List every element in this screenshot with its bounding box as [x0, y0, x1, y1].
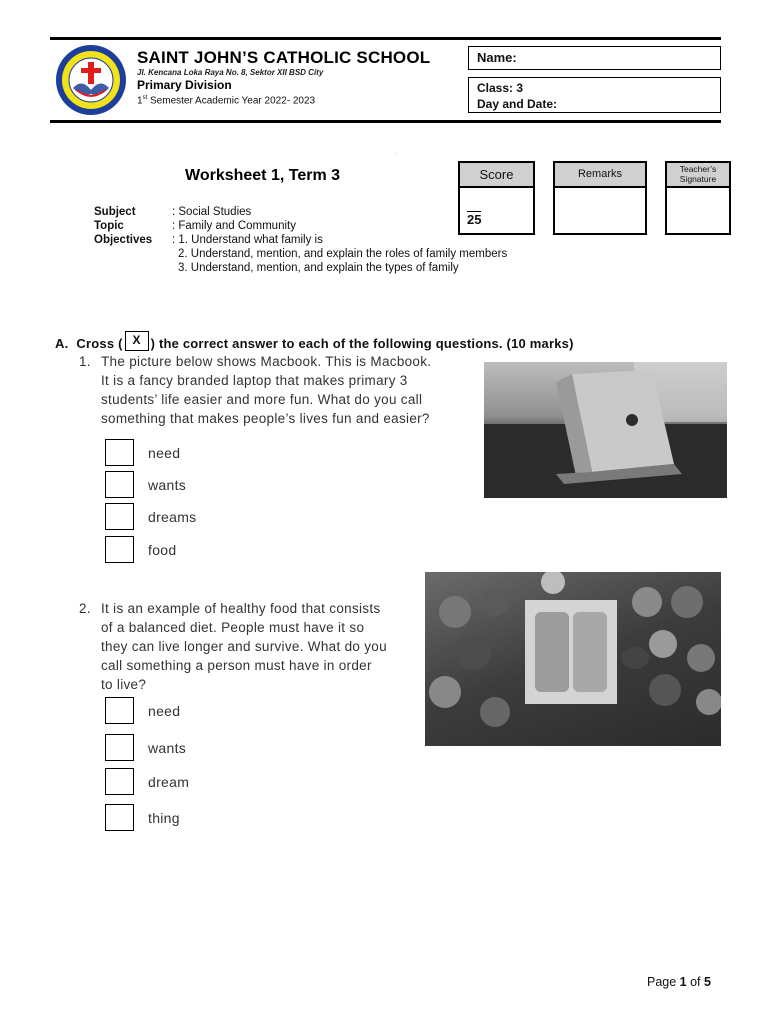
q1-option-dreams[interactable]: [105, 503, 196, 530]
header-top-rule: [50, 37, 721, 40]
worksheet-meta: [94, 205, 507, 275]
question-line: they can live longer and survive. What do you: [101, 639, 387, 654]
school-address: Jl. Kencana Loka Raya No. 8, Sektor XII BSD City: [137, 68, 324, 77]
option-label: dream: [148, 773, 190, 790]
section-a-heading: [55, 333, 574, 353]
header-bottom-rule: [50, 120, 721, 123]
answer-checkbox[interactable]: [105, 734, 134, 761]
question-line: It is an example of healthy food that consists: [101, 601, 381, 616]
question-line: call something a person must have in order: [101, 658, 372, 673]
question-line: students’ life easier and more fun. What do you call: [101, 392, 423, 407]
subject-row: [94, 205, 507, 219]
remarks-header: Remarks: [555, 163, 645, 188]
cross-mark-example: X: [125, 331, 149, 351]
question-number: 1.: [79, 354, 91, 369]
objective-item: 3. Understand, mention, and explain the types of family: [178, 262, 459, 274]
option-label: need: [148, 444, 181, 461]
question-line: The picture below shows Macbook. This is Macbook.: [101, 354, 432, 369]
laptop-photo: [484, 362, 727, 498]
question-line: It is a fancy branded laptop that makes primary 3: [101, 373, 408, 388]
topic-row: [94, 219, 507, 233]
option-label: need: [148, 702, 181, 719]
question-line: something that makes people’s lives fun and easier?: [101, 411, 430, 426]
answer-checkbox[interactable]: [105, 503, 134, 530]
subject-value: : Social Studies: [172, 206, 252, 218]
school-logo: [55, 44, 127, 116]
objectives-key: Objectives: [94, 234, 153, 246]
option-label: dreams: [148, 508, 197, 525]
name-field[interactable]: [468, 46, 721, 70]
teacher-signature-header: Teacher’s Signature: [667, 163, 729, 188]
question-2-text: [79, 599, 419, 694]
answer-checkbox[interactable]: [105, 536, 134, 563]
answer-checkbox[interactable]: [105, 804, 134, 831]
q2-option-thing[interactable]: [105, 804, 180, 831]
teacher-signature-box[interactable]: [665, 161, 731, 235]
section-letter: A.: [55, 335, 69, 351]
class-day-field[interactable]: [468, 77, 721, 113]
section-instruction-prefix: Cross (: [76, 335, 123, 351]
page-number: [647, 975, 711, 989]
name-label: Name:: [477, 50, 517, 65]
day-date-label: Day and Date:: [477, 97, 558, 111]
score-header: Score: [460, 163, 533, 188]
division-label: Primary Division: [137, 78, 232, 92]
option-label: thing: [148, 809, 180, 826]
question-line: to live?: [101, 677, 147, 692]
page-of: of: [686, 975, 704, 989]
q1-option-wants[interactable]: [105, 471, 186, 498]
page-prefix: Page: [647, 975, 680, 989]
q2-option-need[interactable]: [105, 697, 180, 724]
remarks-box[interactable]: [553, 161, 647, 235]
option-label: food: [148, 541, 177, 558]
objective-item: : 1. Understand what family is: [172, 234, 323, 246]
question-number: 2.: [79, 601, 91, 616]
objectives-row: [94, 233, 507, 247]
answer-checkbox[interactable]: [105, 439, 134, 466]
section-instruction-suffix: ) the correct answer to each of the following questions. (10 marks): [150, 335, 574, 351]
answer-checkbox[interactable]: [105, 471, 134, 498]
question-1-text: [79, 352, 474, 428]
q2-option-wants[interactable]: [105, 734, 186, 761]
school-name: SAINT JOHN’S CATHOLIC SCHOOL: [137, 48, 431, 67]
worksheet-title: Worksheet 1, Term 3: [185, 167, 341, 184]
page-total: 5: [704, 975, 711, 989]
answer-checkbox[interactable]: [105, 768, 134, 795]
q2-option-dream[interactable]: [105, 768, 189, 795]
objective-item: 2. Understand, mention, and explain the roles of family members: [178, 248, 508, 260]
question-line: of a balanced diet. People must have it so: [101, 620, 365, 635]
semester-label: 1st Semester Academic Year 2022- 2023: [137, 95, 316, 107]
healthy-food-photo: [425, 572, 721, 746]
q1-option-food[interactable]: [105, 536, 176, 563]
q1-option-need[interactable]: [105, 439, 180, 466]
option-label: wants: [148, 739, 187, 756]
topic-key: Topic: [94, 220, 124, 232]
answer-checkbox[interactable]: [105, 697, 134, 724]
topic-value: : Family and Community: [172, 220, 296, 232]
stray-dot: .: [395, 150, 397, 156]
score-total: 25: [467, 212, 482, 227]
page-current: 1: [679, 975, 687, 989]
option-label: wants: [148, 476, 187, 493]
subject-key: Subject: [94, 206, 136, 218]
class-label: Class: 3: [477, 81, 524, 95]
